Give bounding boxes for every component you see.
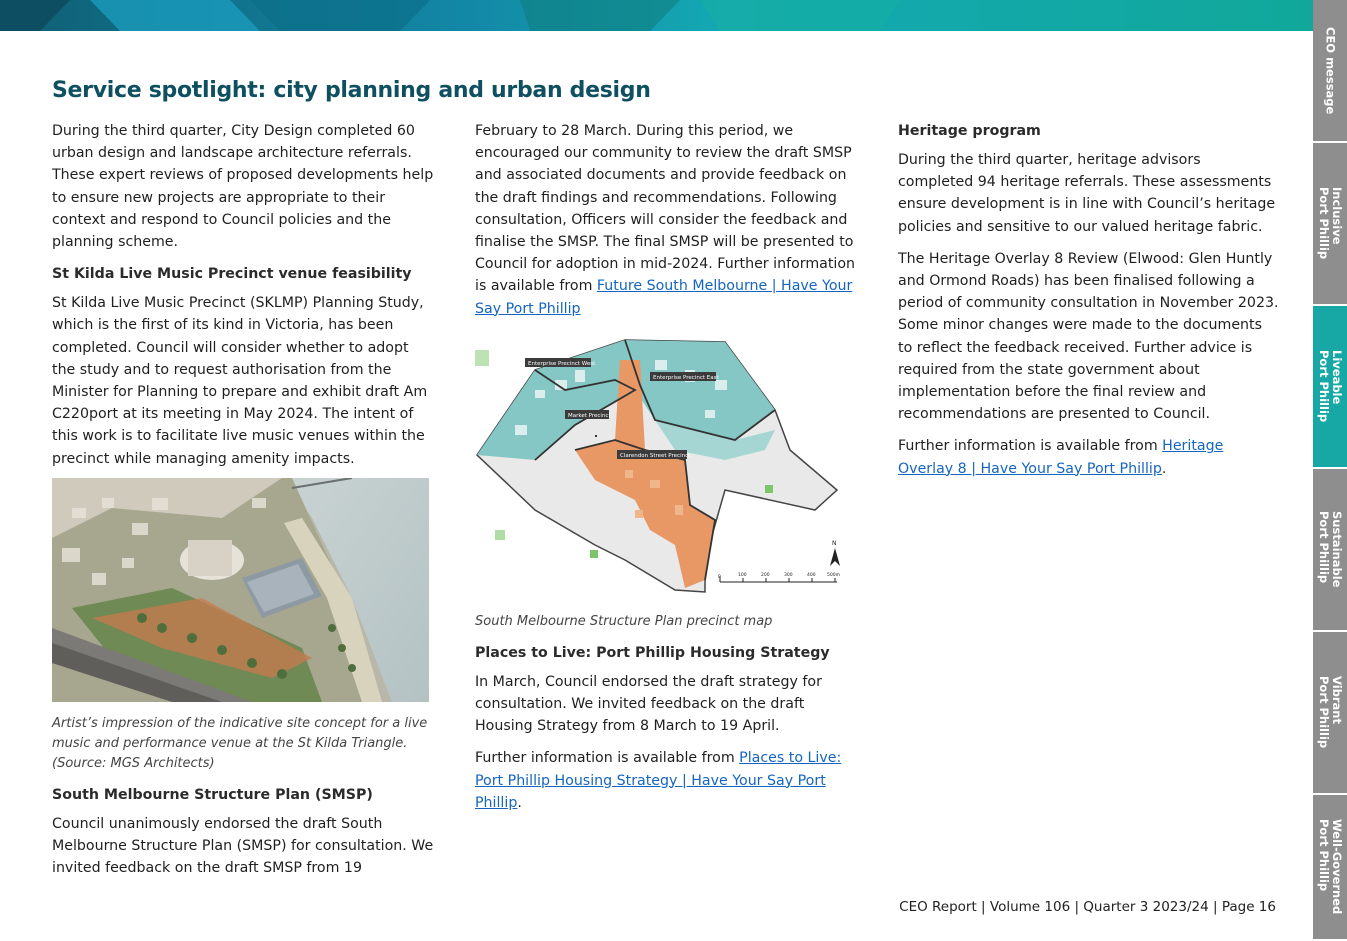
body-text: Further information is available from: [898, 438, 1163, 455]
section-heading: Places to Live: Port Phillip Housing Strategy: [475, 644, 830, 661]
tab-label: Sustainable Port Phillip: [1317, 511, 1344, 588]
tab-label: Well-Governed Port Phillip: [1317, 819, 1344, 915]
body-paragraph: During the third quarter, heritage advisors completed 94 heritage referrals. These assessments ensure development is in line with Council’s heritage policies and sensitive to our valued heritage fabric.: [898, 152, 1276, 235]
punctuation: .: [1161, 460, 1167, 477]
punctuation: .: [517, 794, 522, 811]
section-tabs: [1313, 0, 1347, 941]
section-heading: St Kilda Live Music Precinct venue feasibility: [52, 266, 412, 283]
body-paragraph: In March, Council endorsed the draft strategy for consultation. We invited feedback on the draft Housing Strategy from 8 March to 19 April.: [475, 673, 822, 735]
tab-well-governed[interactable]: [1313, 795, 1347, 941]
intro-paragraph: During the third quarter, City Design completed 60 urban design and landscape architecture referrals. These expert reviews of proposed developments help to ensure new projects are appropriate to their context and respond to Council policies and the planning scheme.: [52, 123, 434, 251]
svg-text:500m: 500m: [827, 572, 840, 578]
map-caption: South Melbourne Structure Plan precinct map: [475, 613, 773, 629]
section-heading: South Melbourne Structure Plan (SMSP): [52, 786, 373, 803]
svg-text:300: 300: [784, 572, 793, 578]
tab-liveable[interactable]: [1313, 306, 1347, 469]
page-title: Service spotlight: city planning and urban design: [52, 78, 651, 103]
map-label: Enterprise Precinct East: [653, 374, 719, 381]
image-caption: Artist’s impression of the indicative site concept for a live music and performance venue at the St Kilda Triangle. (Source: MGS Architects): [52, 715, 428, 771]
tab-sustainable[interactable]: [1313, 469, 1347, 632]
tab-ceo-message[interactable]: [1313, 0, 1347, 143]
body-paragraph: The Heritage Overlay 8 Review (Elwood: Glen Huntly and Ormond Roads) has been finalised following a period of community consultation in November 2023. Some minor changes were made to the documents to reflect the feedback received. Further advice is required from the state government about implementation before the final review and recommendations are presented to Council.: [898, 250, 1279, 423]
body-paragraph: [898, 435, 1280, 479]
svg-text:N: N: [832, 539, 837, 547]
housing-strategy-link[interactable]: Places to Live: Port Phillip Housing Strategy | Have Your Say Port Phillip: [475, 750, 842, 811]
svg-text:200: 200: [761, 572, 770, 578]
aerial-render-image: [52, 478, 429, 702]
svg-text:0: 0: [718, 574, 721, 580]
column-1: [52, 120, 434, 889]
tab-label: Liveable Port Phillip: [1317, 350, 1344, 423]
map-label: Enterprise Precinct West: [528, 360, 596, 367]
map-label: Market Precinct: [568, 412, 611, 419]
body-paragraph: [475, 120, 857, 320]
heritage-overlay-link[interactable]: Heritage Overlay 8 | Have Your Say Port Phillip: [898, 438, 1224, 477]
tab-label: Vibrant Port Phillip: [1317, 676, 1344, 749]
banner-graphic: [0, 0, 1313, 31]
body-text: Further information is available from: [475, 750, 740, 767]
body-paragraph: Council unanimously endorsed the draft South Melbourne Structure Plan (SMSP) for consultation. We invited feedback on the draft SMSP from 19: [52, 815, 434, 877]
map-label: Clarendon Street Precinct: [620, 452, 691, 459]
body-text: February to 28 March. During this period, we encouraged our community to review the draft SMSP and associated documents and provide feedback on the draft findings and recommendations. Following consultation, Officers will consider the feedback and finalise the SMSP. The final SMSP will be presented to Council for adoption in mid-2024. Further information is available from: [475, 123, 856, 295]
tab-inclusive[interactable]: [1313, 143, 1347, 306]
svg-text:100: 100: [738, 572, 747, 578]
tab-label: CEO message: [1323, 26, 1338, 115]
tab-vibrant[interactable]: [1313, 632, 1347, 795]
column-2: [475, 120, 857, 824]
tab-label: Inclusive Port Phillip: [1317, 187, 1344, 260]
future-south-melbourne-link[interactable]: Future South Melbourne | Have Your Say Port Phillip: [475, 278, 853, 317]
body-paragraph: [475, 747, 857, 814]
top-banner: [0, 0, 1313, 31]
column-3: [898, 120, 1280, 490]
page-footer: CEO Report | Volume 106 | Quarter 3 2023/24 | Page 16: [899, 899, 1276, 915]
precinct-map: [475, 330, 847, 602]
body-paragraph: St Kilda Live Music Precinct (SKLMP) Planning Study, which is the first of its kind in Victoria, has been completed. Council will consider whether to adopt the study and to request authorisation from the Minister for Planning to prepare and exhibit draft Am C220port at its meeting in May 2024. The intent of this work is to facilitate live music venues within the precinct while managing amenity impacts.: [52, 295, 428, 467]
section-heading: Heritage program: [898, 123, 1041, 139]
svg-text:400: 400: [807, 572, 816, 578]
